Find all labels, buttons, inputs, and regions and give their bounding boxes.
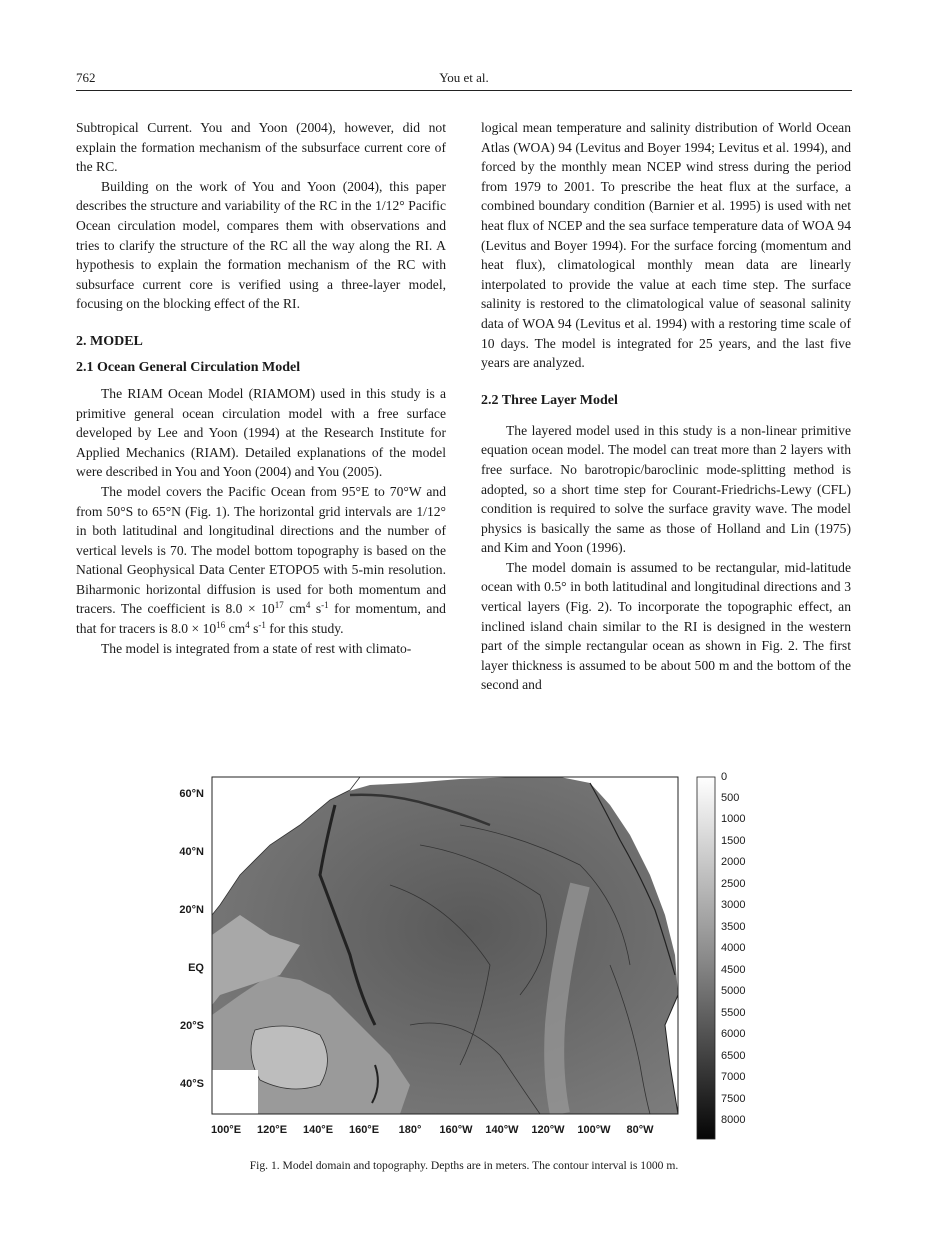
figure-caption: Fig. 1. Model domain and topography. Depths are in meters. The contour interval is 1000 m.	[249, 1159, 679, 1172]
paragraph: The model domain is assumed to be rectangular, mid-latitude ocean with 0.5° in both latitudinal and longitudinal directions and 3 vertical layers (Fig. 2). To incorporate the topographic effect, an inclined island chain similar to the RI is designed in the western part of the simple rectangular ocean as shown in Fig. 2. The first layer thickness is assumed to be about 500 m and the bottom of the second and	[481, 559, 851, 693]
lon-tick-label: 180°	[398, 1124, 422, 1136]
lon-tick-label: 80°W	[626, 1124, 654, 1136]
lat-tick-label: 20°N	[179, 904, 204, 916]
subsection-heading: 2.2 Three Layer Model	[481, 392, 618, 408]
depth-colorbar	[697, 777, 715, 1139]
left-column	[76, 118, 446, 658]
lat-tick-label: EQ	[188, 962, 204, 974]
paragraph: logical mean temperature and salinity distribution of World Ocean Atlas (WOA) 94 (Levitus and Boyer 1994; Levitus et al. 1994), and forced by the monthly mean NCEP wind stress during the period from 1979 to 2001. To prescribe the heat flux at the surface, a combined boundary condition (Barnier et al. 1995) is used with net heat flux of NCEP and the sea surface temperature data of WOA 94 (Levitus and Boyer 1994). For the surface forcing (momentum and heat flux), climatological monthly mean data are linearly interpolated to provide the value at each time step. The surface salinity is restored to the climatological value of seasonal salinity data of WOA 94 (Levitus et al. 1994) with a restoring time scale of 10 days. The model is integrated for 25 years, and the last five years are analyzed.	[481, 120, 851, 371]
depth-tick-label: 500	[721, 792, 740, 804]
depth-tick-label: 4500	[721, 964, 746, 976]
right-column	[481, 118, 851, 695]
paragraph: Building on the work of You and Yoon (2004), this paper describes the structure and variability of the RC in the 1/12° Pacific Ocean circulation model, compares them with observations and tries to clarify the structure of the RC all the way along the RI. A hypothesis to explain the formation mechanism of the RC with subsurface current core is verified using a three-layer model, focusing on the blocking effect of the RI.	[76, 178, 446, 312]
running-title: You et al.	[439, 70, 489, 85]
depth-tick-label: 5000	[721, 985, 746, 997]
lon-tick-label: 160°W	[439, 1124, 473, 1136]
depth-tick-label: 8000	[721, 1114, 746, 1126]
lat-tick-label: 60°N	[179, 788, 204, 800]
depth-tick-label: 1500	[721, 835, 746, 847]
paragraph: The model is integrated from a state of rest with climato-	[101, 640, 412, 656]
depth-tick-label: 6000	[721, 1028, 746, 1040]
ocean-topography	[212, 777, 678, 1114]
lon-tick-label: 100°E	[210, 1124, 242, 1136]
paragraph: The layered model used in this study is a non-linear primitive equation ocean model. The model can treat more than 2 layers with free surface. No barotropic/baroclinic mode-splitting method is adopted, so a short time step for Courant-Friedrichs-Lewy (CFL) condition is required to solve the surface gravity wave. The model physics is basically the same as those of Holland and Lin (1975) and Kim and Yoon (1996).	[481, 422, 851, 556]
figure-1	[160, 765, 760, 1145]
section-heading: 2. MODEL	[76, 333, 143, 349]
depth-tick-label: 5500	[721, 1007, 746, 1019]
longitude-axis	[211, 1124, 654, 1136]
depth-tick-label: 4000	[721, 942, 746, 954]
depth-tick-label: 1000	[721, 813, 746, 825]
depth-tick-label: 6500	[721, 1050, 746, 1062]
depth-tick-label: 2000	[721, 856, 746, 868]
subsection-heading: 2.1 Ocean General Circulation Model	[76, 359, 301, 375]
depth-tick-label: 0	[721, 771, 728, 783]
colorbar-ticks	[721, 771, 745, 1126]
depth-tick-label: 3000	[721, 899, 746, 911]
lon-tick-label: 100°W	[577, 1124, 611, 1136]
lat-tick-label: 40°S	[180, 1078, 204, 1090]
page-number: 762	[76, 70, 96, 85]
running-header	[76, 68, 852, 91]
lon-tick-label: 160°E	[348, 1124, 380, 1136]
topography-map	[160, 765, 760, 1145]
paragraph: The RIAM Ocean Model (RIAMOM) used in this study is a primitive general ocean circulation model with a free surface developed by Lee and Yoon (1994) at the Research Institute for Applied Mechanics (RIAM). Detailed explanations of the model were described in You and Yoon (2004) and You (2005).	[76, 385, 446, 480]
depth-tick-label: 7500	[721, 1093, 746, 1105]
lon-tick-label: 120°E	[256, 1124, 288, 1136]
depth-tick-label: 2500	[721, 878, 746, 890]
lon-tick-label: 140°W	[485, 1124, 519, 1136]
lon-tick-label: 140°E	[302, 1124, 334, 1136]
lon-tick-label: 120°W	[531, 1124, 565, 1136]
depth-tick-label: 3500	[721, 921, 746, 933]
paragraph: Subtropical Current. You and Yoon (2004), however, did not explain the formation mechanism of the subsurface current core of the RC.	[76, 120, 446, 175]
paragraph: The model covers the Pacific Ocean from 95°E to 70°W and from 50°S to 65°N (Fig. 1). The horizontal grid intervals are 1/12° in both latitudinal and longitudinal directions and the number of vertical levels is 70. The model bottom topography is based on the National Geophysical Data Center ETOPO5 with 5-min resolution. Biharmonic horizontal diffusion is used for both momentum and tracers. The coefficient is $8.0 \times 10^{17}$ $cm^4$ $s^{-1}$ for momentum, and that for tracers is $8.0 \times 10^{16}$ $cm^4$ $s^{-1}$ for this study.	[76, 483, 446, 637]
depth-tick-label: 7000	[721, 1071, 746, 1083]
lat-tick-label: 20°S	[180, 1020, 204, 1032]
latitude-axis	[179, 788, 204, 1090]
lat-tick-label: 40°N	[179, 846, 204, 858]
